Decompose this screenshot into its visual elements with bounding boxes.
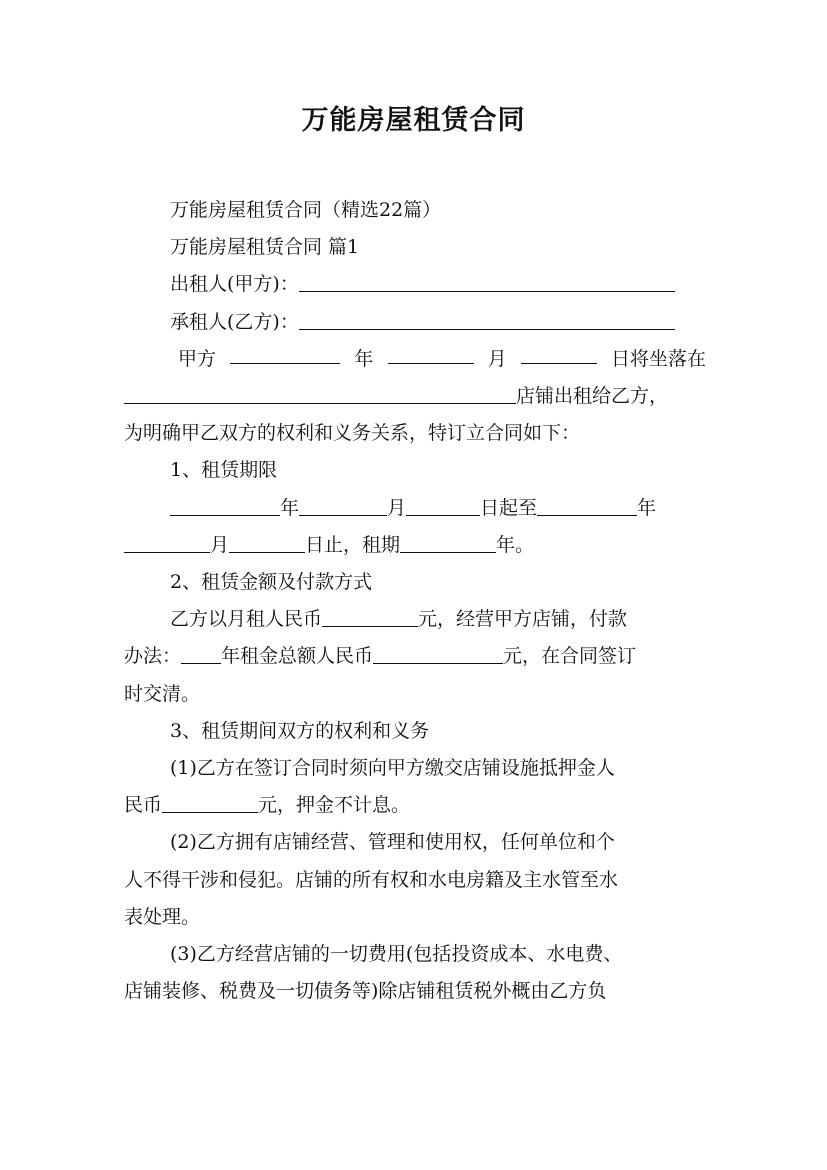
- end-month-blank: [124, 530, 210, 553]
- payment-sign: 元，在合同签订: [503, 645, 637, 668]
- intro-party: 甲方: [178, 347, 217, 370]
- payment-method: 办法：: [124, 645, 182, 668]
- lessor-blank: [299, 269, 675, 292]
- term-from: 日起至: [480, 496, 538, 519]
- term-end-month: 月: [210, 533, 230, 556]
- month-blank: [388, 341, 474, 364]
- item1-line-1: (1)乙方在签订合同时须向甲方缴交店铺设施抵押金人: [170, 757, 615, 780]
- term-years: 年。: [496, 533, 535, 556]
- term-month: 月: [387, 496, 407, 519]
- lessor-line: [124, 266, 706, 303]
- term-years-blank: [400, 530, 496, 553]
- item1-deposit: 元，押金不计息。: [258, 794, 411, 817]
- intro-line-2: [124, 378, 706, 415]
- payment-line-1: [124, 601, 706, 638]
- intro-line-1: [124, 341, 706, 378]
- heading-lease-term: 1、租赁期限: [170, 459, 278, 482]
- payment-total: 年租金总额人民币: [221, 645, 374, 668]
- total-rent-blank: [373, 641, 503, 664]
- intro-year: 年: [354, 347, 374, 370]
- term-end-year: 年: [637, 496, 657, 519]
- item2-line-2: 人不得干涉和侵犯。店铺的所有权和水电房籍及主水管至水: [124, 868, 619, 891]
- item1-currency: 民币: [124, 794, 163, 817]
- payment-line-2: [124, 638, 706, 675]
- section-heading: 万能房屋租赁合同 篇1: [170, 236, 360, 259]
- heading-rent-payment: 2、租赁金额及付款方式: [170, 571, 373, 594]
- intro-lease: 店铺出租给乙方，: [516, 385, 669, 408]
- term-year: 年: [280, 496, 300, 519]
- deposit-blank: [162, 790, 258, 813]
- item3-line-2: 店铺装修、税费及一切债务等)除店铺租赁税外概由乙方负: [124, 980, 607, 1003]
- item2-line-1: (2)乙方拥有店铺经营、管理和使用权，任何单位和个: [170, 831, 615, 854]
- payment-monthly: 乙方以月租人民币: [170, 608, 323, 631]
- payment-years-blank: [181, 641, 221, 664]
- item3-line-1: (3)乙方经营店铺的一切费用(包括投资成本、水电费、: [170, 943, 623, 966]
- monthly-rent-blank: [322, 604, 418, 627]
- intro-month: 月: [487, 347, 507, 370]
- end-day-blank: [229, 530, 305, 553]
- term-line-1: [124, 490, 706, 527]
- item2-line-3: 表处理。: [124, 905, 201, 928]
- start-month-blank: [299, 493, 387, 516]
- year-blank: [230, 341, 340, 364]
- start-day-blank: [406, 493, 480, 516]
- intro-line-3: 为明确甲乙双方的权利和义务关系，特订立合同如下：: [124, 422, 581, 445]
- payment-store: 元，经营甲方店铺，付款: [418, 608, 628, 631]
- subtitle: 万能房屋租赁合同（精选22篇）: [170, 199, 442, 221]
- document-body: [124, 192, 706, 1010]
- lessee-label: 承租人(乙方)：: [170, 310, 299, 333]
- start-year-blank: [170, 493, 280, 516]
- term-line-2: [124, 527, 706, 564]
- heading-rights-duties: 3、租赁期间双方的权利和义务: [170, 719, 430, 742]
- lessee-blank: [299, 307, 675, 330]
- end-year-blank: [537, 493, 637, 516]
- document-title: 万能房屋租赁合同: [301, 105, 526, 136]
- day-blank: [521, 341, 597, 364]
- lessee-line: [124, 304, 706, 341]
- item1-line-2: [124, 787, 706, 824]
- location-blank: [124, 381, 516, 404]
- term-until: 日止，租期: [305, 533, 401, 556]
- payment-line-3: 时交清。: [124, 682, 201, 705]
- intro-day: 日将坐落在: [610, 347, 706, 370]
- lessor-label: 出租人(甲方)：: [170, 273, 299, 296]
